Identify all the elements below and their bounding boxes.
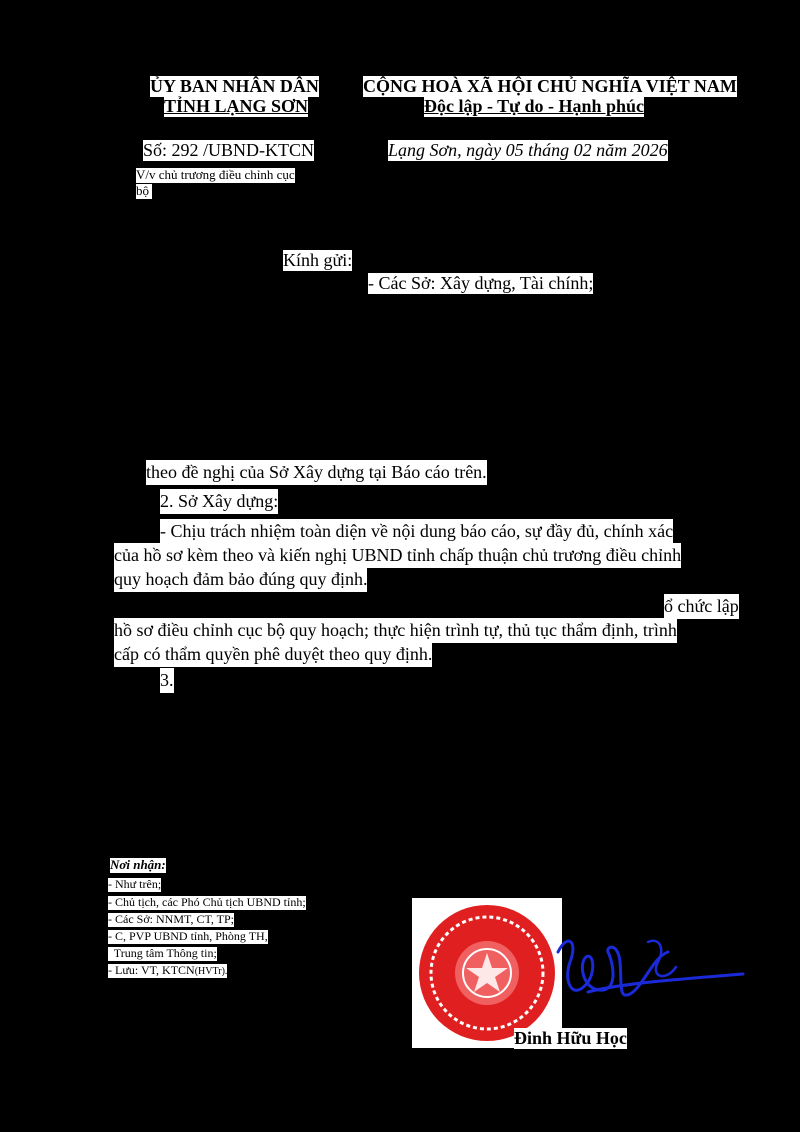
body-line: theo đề nghị của Sở Xây dựng tại Báo cáo trên. [146, 460, 487, 485]
document-number: Số: 292 /UBND-KTCN [143, 140, 315, 160]
recipient-item: - Các Sở: NNMT, CT, TP; [108, 912, 235, 926]
subject-line-2: bộ [136, 184, 152, 199]
recipient-storage-suffix: (HVTr). [194, 966, 228, 977]
body-fragment: ổ chức lập [664, 594, 739, 619]
body-paragraph-line: quy hoạch đảm bảo đúng quy định. [114, 567, 367, 592]
agency-province: TỈNH LẠNG SƠN [164, 96, 309, 116]
recipient-item [108, 964, 227, 978]
official-seal [412, 898, 562, 1048]
country-name: CỘNG HOÀ XÃ HỘI CHỦ NGHĨA VIỆT NAM [363, 76, 737, 96]
country-motto: Độc lập - Tự do - Hạnh phúc [424, 96, 645, 116]
recipients-label: Nơi nhận: [110, 857, 166, 872]
recipient-item: - Chủ tịch, các Phó Chủ tịch UBND tỉnh; [108, 895, 306, 909]
recipient-item: Trung tâm Thông tin; [108, 946, 217, 960]
recipient-item: - C, PVP UBND tỉnh, Phòng TH, [108, 929, 268, 943]
addressee-item: - Các Sở: Xây dựng, Tài chính; [368, 273, 594, 293]
body-paragraph-line: hồ sơ điều chỉnh cục bộ quy hoạch; thực hiện trình tự, thủ tục thẩm định, trình [114, 618, 677, 643]
recipient-storage: - Lưu: VT, KTCN [108, 963, 195, 977]
handwritten-signature [548, 922, 748, 1022]
addressee-label: Kính gửi: [283, 250, 353, 270]
body-paragraph-line: - Chịu trách nhiệm toàn diện về nội dung báo cáo, sự đầy đủ, chính xác [160, 519, 673, 544]
body-item-2: 2. Sở Xây dựng: [160, 489, 278, 514]
body-item-3: 3. [160, 668, 174, 693]
recipient-item: - Như trên; [108, 877, 162, 891]
subject-line-1: V/v chủ trương điều chỉnh cục [136, 167, 295, 182]
place-date: Lạng Sơn, ngày 05 tháng 02 năm 2026 [388, 140, 668, 160]
agency-name: ỦY BAN NHÂN DÂN [150, 76, 319, 96]
signer-name: Đinh Hữu Học [514, 1028, 627, 1048]
body-paragraph-line: của hồ sơ kèm theo và kiến nghị UBND tỉnh chấp thuận chủ trương điều chỉnh [114, 543, 681, 568]
body-paragraph-line: cấp có thẩm quyền phê duyệt theo quy định. [114, 642, 432, 667]
